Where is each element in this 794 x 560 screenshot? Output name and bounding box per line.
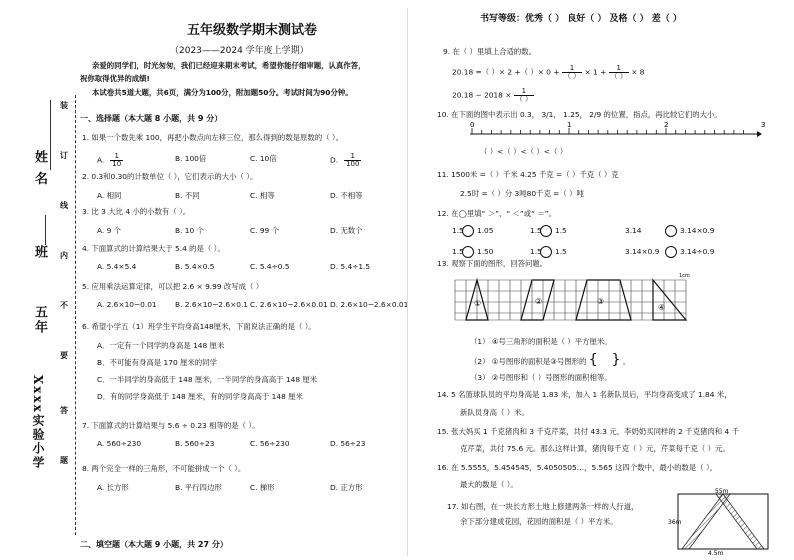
q12-left-value: 1.5 [452, 247, 464, 256]
seal-char: 内 [60, 250, 68, 260]
option-label: B. 2.6×10−2.6×0.1 [175, 300, 249, 309]
q12-right-value: 1.50 [477, 247, 494, 256]
q16-line2: 最大的数是（ ）。 [460, 480, 518, 489]
q7-option[interactable] [97, 439, 141, 448]
column-divider [407, 8, 408, 556]
axis-tick-label: 1 [567, 121, 572, 129]
q9-frac1 [562, 65, 582, 80]
q12-right-value: 1.05 [477, 226, 494, 235]
brace-blank: { } [588, 352, 621, 368]
q5-text: 5. 应用乘法运算定律，可以把 2.6 × 9.99 改写成（ ） [82, 282, 264, 291]
q8-option[interactable] [250, 482, 275, 493]
option-label: B. 5.4×0.5 [175, 262, 215, 271]
page-title: 五年级数学期末测试卷 [187, 23, 318, 38]
q4-option[interactable] [175, 262, 214, 271]
option-label: C. 56÷230 [250, 439, 290, 448]
option-label: D. 无数个 [330, 226, 363, 235]
q8-option[interactable] [330, 482, 363, 493]
q1-option[interactable] [330, 153, 361, 168]
fig-top-label: 55m [715, 488, 729, 495]
cut-line [75, 95, 76, 535]
q13-part3: （3） ②号图形和（ ）号图形的面积相等。 [470, 373, 612, 382]
q12-left-value: 1.5 [530, 226, 542, 235]
q13-part2-text: （2） ①号图形的面积是③号图形的 [470, 357, 587, 366]
q9-line1-a: 20.18 =（ ）× 2 +（ ）× 0 + [452, 67, 560, 77]
fraction-denominator: 10 [112, 160, 122, 168]
q17-line2: 余下部分建成花园，花园的面积是（ ）平方米。 [460, 517, 618, 526]
q9-text: 9. 在（ ）里填上合适的数。 [443, 47, 537, 56]
q11-line1: 11. 1500米 =（ ）千米 4.25 千克 =（ ）千克（ ）克 [437, 170, 619, 179]
q9-frac1-den: （ ） [563, 72, 581, 80]
compare-circle[interactable] [540, 246, 552, 258]
q5-option[interactable] [330, 300, 408, 309]
axis-tick-label: 0 [470, 121, 475, 129]
q9-frac2 [609, 65, 629, 80]
compare-circle[interactable] [462, 225, 474, 237]
grid-figure [455, 270, 695, 330]
number-line [452, 121, 766, 144]
option-label: A. 长方形 [97, 483, 129, 492]
option-label: B. 不同 [175, 191, 200, 200]
class-line [45, 215, 46, 245]
q11-line2: 2.5时 =（ ）分 3吨80千克 =（ ）吨 [460, 189, 584, 198]
option-label: B. 10 个 [175, 226, 204, 235]
intro-p3: 本试卷共5道大题，共6页，满分为100分，附加题50分。考试时间为90分钟。 [92, 88, 353, 97]
option-label: A. 560÷230 [97, 439, 142, 448]
seal-char: 订 [60, 150, 68, 160]
student-name-label: 姓 名 [32, 150, 47, 187]
shape-3-label: ③ [597, 297, 605, 306]
q1-option[interactable] [175, 153, 206, 164]
q1-option[interactable] [250, 153, 277, 164]
q2-option[interactable] [175, 190, 200, 201]
section-2-title: 二、填空题（本大题 9 小题，共 27 分） [80, 540, 228, 549]
fraction-denominator: 100 [346, 160, 360, 168]
axis-tick-label: 2 [664, 121, 669, 129]
q14-line2: 新队员身高（ ）米。 [460, 408, 529, 417]
shape-4-label: ④ [658, 303, 666, 312]
compare-circle[interactable] [540, 225, 552, 237]
q9-frac3-num: 1 [514, 88, 534, 96]
q12-text: 12. 在◯里填“ ＞”、“ ＜”或“ ＝”。 [437, 209, 556, 218]
q8-text: 8. 两个完全一样的三角形，不可能拼成一个（ ）。 [82, 464, 246, 473]
q9-line2 [452, 88, 534, 103]
q9-line1-c: × 8 [631, 67, 645, 77]
garden-figure [668, 486, 780, 556]
q9-frac2-den: （ ） [610, 72, 627, 80]
fig-left-label: 36m [668, 519, 682, 526]
page-subtitle: （2023——2024 学年度上学期） [170, 46, 309, 56]
q5-option[interactable] [97, 300, 157, 309]
q7-option[interactable] [250, 439, 290, 448]
option-label: B. 平行四边形 [175, 483, 222, 492]
q14-line1: 14. 5 名篮球队员的平均身高是 1.83 米，加入 1 名新队员后，平均身高变成了 1.84 米， [437, 390, 732, 399]
q12-left-value: 1.5 [530, 247, 542, 256]
q3-option[interactable] [97, 225, 121, 236]
q10-compare: （ ）<（ ）<（ ）<（ ） [480, 147, 568, 156]
q16-line1: 16. 在 5.5555，5.454545，5.4050505…，5.565 这四个数中，最小的数是（ ）， [437, 463, 718, 472]
option-label: A. 相同 [97, 191, 122, 200]
name-line [50, 100, 51, 170]
option-label: C. 2.6×10−2.6×0.01 [250, 300, 328, 309]
option-label: D. 不相等 [330, 191, 363, 200]
option-label: D. 正方形 [330, 483, 363, 492]
axis-tick-label: 3 [761, 121, 766, 129]
seal-char: 要 [60, 350, 68, 360]
q2-option[interactable] [330, 190, 363, 201]
q13-text: 13. 观察下面的图形，回答问题。 [437, 259, 548, 268]
intro-p1: 亲爱的同学们，时光匆匆，我们已经迎来期末考试，希望你能仔细审题，认真作答， [92, 61, 366, 70]
q6-option[interactable]: D．有的同学身高低于 148 厘米，有的同学身高高于 148 厘米 [97, 392, 303, 401]
q17-line1: 17. 如右图，在一块长方形土地上修建两条一样的人行道， [447, 502, 639, 511]
compare-circle[interactable] [462, 246, 474, 258]
q5-option[interactable] [175, 300, 248, 309]
option-label: C. 相等 [250, 191, 275, 200]
q7-option[interactable] [175, 439, 214, 448]
q13-part2: （2） ①号图形的面积是③号图形的 { } 。 [470, 352, 631, 368]
q12-right-value: 1.5 [555, 226, 567, 235]
q2-option[interactable] [97, 190, 121, 201]
fraction-numerator: 1 [344, 153, 361, 161]
q3-option[interactable] [175, 225, 204, 236]
fig-bottom-label: 4.5m [708, 550, 724, 557]
q4-text: 4. 下面算式的计算结果大于 5.4 的是（ ）。 [82, 244, 225, 253]
grid-unit-label: 1cm [679, 273, 690, 279]
option-label: A. 2.6×10−0.01 [97, 300, 157, 309]
q12-left-value: 3.14 [625, 226, 642, 235]
seal-char: 题 [60, 455, 68, 465]
q15-line1: 15. 张大妈买 1 千克猪肉和 3 千克芹菜，共付 43.3 元，李奶奶买同样的 2 千克猪肉和 4 千 [437, 427, 739, 436]
shape-1-label: ① [474, 299, 482, 308]
binding-strip [0, 0, 90, 560]
section-1-title: 一、选择题（本大题 8 小题，共 9 分） [80, 114, 223, 123]
option-label: C. 99 个 [250, 226, 280, 235]
shape-2-label: ② [535, 297, 543, 306]
q6-option[interactable]: C．一半同学的身高低于 148 厘米，一半同学的身高高于 148 厘米 [97, 375, 318, 384]
option-label: D. 5.4÷1.5 [330, 262, 371, 271]
writing-grade-line: 书写等级：优秀（ ） 良好（ ） 及格（ ） 差（ ） [480, 14, 682, 24]
q9-frac1-num: 1 [562, 65, 582, 73]
option-label: A. [97, 155, 105, 165]
q3-option[interactable] [250, 225, 279, 236]
q12-left-value: 3.14×0.9 [625, 247, 660, 256]
q2-text: 2. 0.3和0.30的计数单位（ ），它们表示的大小（ ）。 [82, 172, 258, 181]
option-label: A. 5.4×5.4 [97, 262, 137, 271]
class-label-ban: 班 [32, 245, 47, 260]
q4-option[interactable] [97, 262, 136, 271]
q5-option[interactable] [250, 300, 328, 309]
option-label: C. 5.4÷0.5 [250, 262, 290, 271]
shape-4-triangle [653, 280, 686, 320]
q9-frac3 [514, 88, 534, 103]
q12-right-value: 3.14×0.9 [680, 226, 715, 235]
q15-line2: 克芹菜，共付 75.6 元。那么这样计算，猪肉每千克（ ）元，芹菜每千克（ ）元。 [460, 444, 730, 453]
q9-frac2-num: 1 [609, 65, 629, 73]
option-label: D. 2.6×10−2.6×0.01 [330, 300, 409, 309]
intro-p2: 祝你取得优异的成绩! [80, 74, 150, 83]
q4-option[interactable] [250, 262, 290, 271]
q4-option[interactable] [330, 262, 370, 271]
option-fraction [344, 153, 361, 168]
q7-text: 7. 下面算式的计算结果与 5.6 ÷ 0.23 相等的是（ ）。 [82, 421, 260, 430]
q12-right-value: 3.14÷0.9 [680, 247, 715, 256]
option-label: D. 56÷23 [330, 439, 366, 448]
q3-option[interactable] [330, 225, 363, 236]
q1-text: 1. 如果一个数先乘 100，再把小数点向左移三位，那么得到的数是原数的（ ）。 [82, 133, 344, 142]
q6-option[interactable]: B．不可能有身高是 170 厘米的同学 [97, 358, 217, 367]
q9-line2-a: 20.18 − 2018 × [452, 90, 512, 100]
q8-option[interactable] [97, 482, 129, 493]
seal-char: 不 [60, 300, 68, 310]
option-fraction [110, 153, 123, 168]
compare-circle[interactable] [665, 225, 677, 237]
q9-line1 [452, 65, 645, 80]
q6-option[interactable]: A．一定有一个同学的身高是 148 厘米 [97, 341, 225, 350]
seal-char: 答 [60, 405, 68, 415]
q8-option[interactable] [175, 482, 222, 493]
q7-option[interactable] [330, 439, 365, 448]
seal-char: 装 [60, 100, 68, 110]
option-label: B. 560÷23 [175, 439, 215, 448]
option-label: C. 梯形 [250, 483, 275, 492]
fraction-numerator: 1 [110, 153, 123, 161]
school-name: Xxxx实验小学 [31, 375, 45, 470]
q12-right-value: 1.5 [555, 247, 567, 256]
class-label-grade: 五年 [32, 305, 47, 335]
q6-text: 6. 希望小学五（1）班学生平均身高148厘米，下面说法正确的是（ ）。 [82, 322, 316, 331]
q9-frac3-den: （ ） [515, 95, 532, 103]
q12-left-value: 1.5 [452, 226, 464, 235]
compare-circle[interactable] [665, 246, 677, 258]
q13-part1: （1） ④号三角形的面积是（ ）平方厘米。 [470, 337, 612, 346]
seal-char: 线 [60, 200, 68, 210]
option-label: B. 100倍 [175, 154, 207, 163]
q10-text: 10. 在下面的图中表示出 0.3， 3/1， 1.25， 2/9 的位置，指点，再比较它们的大小。 [437, 110, 722, 119]
option-label: C. 10倍 [250, 154, 277, 163]
option-label: D. [330, 155, 339, 165]
q9-line1-b: × 1 + [584, 67, 607, 77]
q1-option[interactable] [97, 153, 123, 168]
q2-option[interactable] [250, 190, 275, 201]
q3-text: 3. 比 3 大比 4 小的小数有（ ）。 [82, 207, 191, 216]
option-label: A. 9 个 [97, 226, 122, 235]
